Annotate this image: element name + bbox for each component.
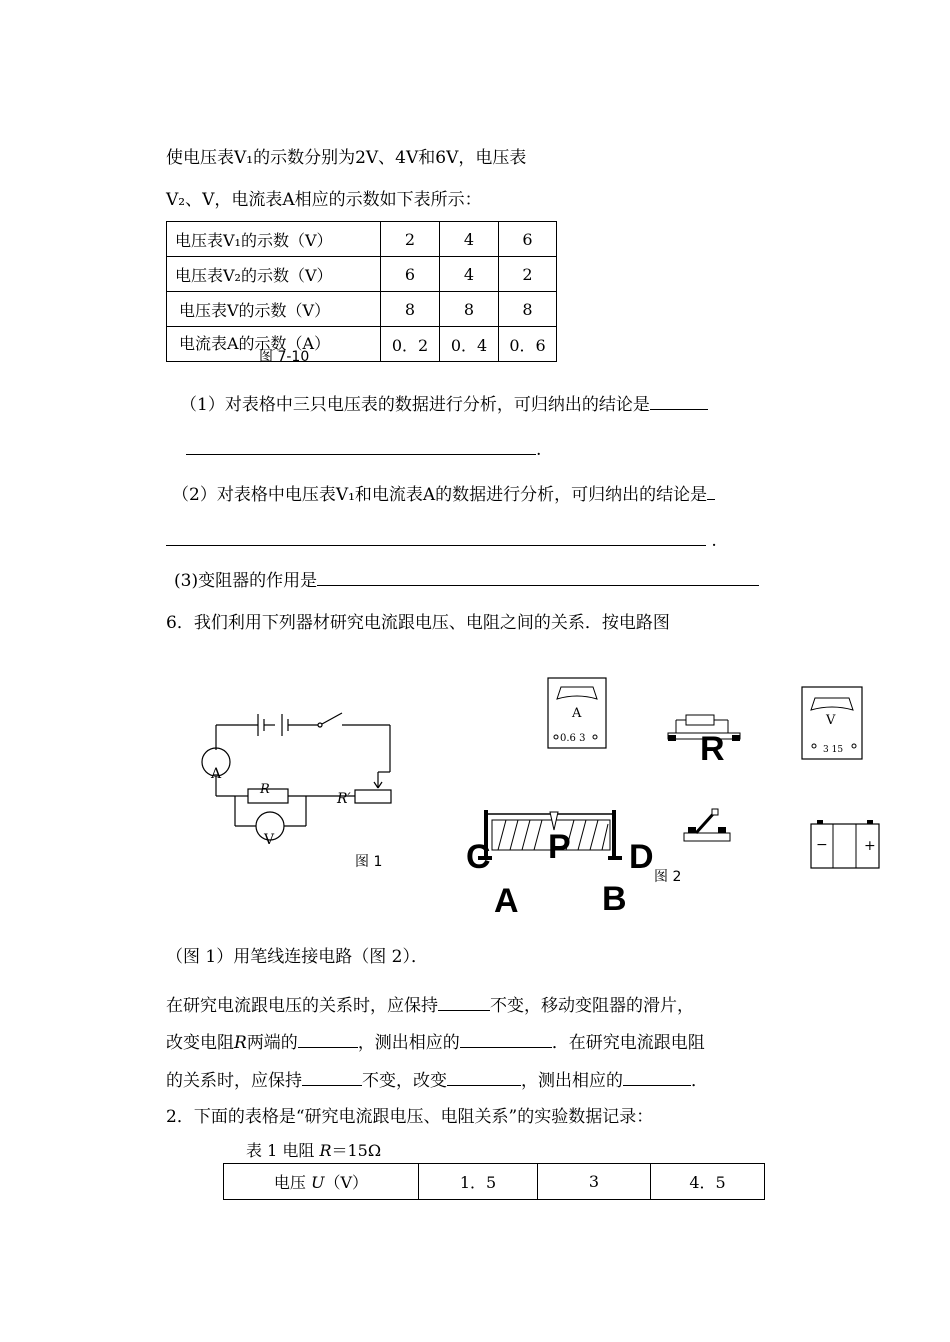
terminal-b-label: B	[602, 880, 627, 918]
voltmeter-label: V	[264, 832, 275, 848]
table-row-label: 电压表V的示数（V）	[167, 292, 381, 327]
voltmeter-icon	[801, 686, 863, 760]
answer-blank[interactable]	[166, 527, 706, 546]
resistance-symbol: R	[319, 1141, 332, 1160]
para-text: ．	[691, 1071, 708, 1091]
table-row-label: 电流表A的示数（A）	[167, 327, 381, 362]
intro-line-2: V₂、V，电流表A相应的示数如下表所示：	[166, 190, 482, 210]
table-cell: 4	[440, 257, 499, 292]
answer-blank[interactable]	[460, 1029, 552, 1048]
table-cell: 8	[381, 292, 440, 327]
question-2-text: （2）对表格中电压表V₁和电流表A的数据进行分析，可归纳出的结论是	[172, 485, 708, 505]
ammeter-scale: 0.6 3	[560, 733, 586, 744]
table-cell: 2	[499, 257, 557, 292]
voltmeter-label: V	[826, 713, 836, 728]
para-text: ，测出相应的	[357, 1033, 460, 1053]
circuit-diagram	[190, 700, 410, 855]
question-1-text: （1）对表格中三只电压表的数据进行分析，可归纳出的结论是	[180, 395, 650, 415]
data-table-2	[223, 1163, 765, 1200]
table-row-label: 电压表V₂的示数（V）	[167, 257, 381, 292]
answer-blank[interactable]	[707, 481, 715, 500]
figure-1-caption: 图 1	[355, 854, 383, 870]
question-6: 6．我们利用下列器材研究电流跟电压、电阻之间的关系．按电路图	[166, 613, 670, 633]
question-3	[174, 566, 759, 591]
answer-blank[interactable]	[317, 567, 759, 586]
table-caption: 图 7-10	[259, 349, 310, 365]
para-line-1	[166, 991, 694, 1016]
caption-text: ＝15Ω	[331, 1141, 382, 1160]
table-cell: 4	[440, 222, 499, 257]
para-text: 改变电阻	[166, 1033, 234, 1053]
battery-icon	[809, 818, 881, 870]
switch-icon	[682, 807, 734, 845]
question-3-text: (3)变阻器的作用是	[174, 571, 318, 591]
question-1	[180, 390, 708, 415]
ammeter-icon	[547, 677, 607, 749]
table-cell: 8	[499, 292, 557, 327]
table-cell: 8	[440, 292, 499, 327]
answer-blank[interactable]	[186, 436, 536, 455]
ammeter-label: A	[572, 706, 582, 721]
label-text: 电压	[273, 1173, 312, 1192]
table-cell: 6	[499, 222, 557, 257]
answer-blank[interactable]	[447, 1067, 521, 1086]
battery-minus: −	[816, 837, 828, 853]
ammeter-label: A	[211, 766, 222, 782]
table-cell: 0．6	[499, 327, 557, 362]
para-line-2	[166, 1028, 705, 1053]
battery-plus: +	[864, 838, 876, 854]
intro-line-1: 使电压表V₁的示数分别为2V、4V和6V，电压表	[166, 148, 527, 168]
terminal-c-label: C	[466, 838, 491, 876]
resistor-letter: R	[700, 730, 725, 768]
table-cell: 2	[381, 222, 440, 257]
terminal-a-label: A	[494, 882, 519, 920]
table-row-label	[224, 1164, 419, 1200]
voltmeter-scale: 3 15	[823, 745, 844, 755]
table-cell: 4．5	[651, 1164, 765, 1200]
terminal-d-label: D	[629, 838, 654, 876]
para-text: ．在研究电流跟电阻	[551, 1033, 705, 1053]
label-text: （V）	[324, 1173, 369, 1192]
question-2	[172, 480, 715, 505]
answer-blank[interactable]	[302, 1067, 362, 1086]
answer-blank[interactable]	[298, 1029, 358, 1048]
para-text: ，测出相应的	[521, 1071, 623, 1091]
figure-2-caption: 图 2	[654, 869, 682, 885]
answer-blank[interactable]	[438, 992, 490, 1011]
question-1-blank-line: .	[186, 436, 541, 460]
table-cell: 3	[538, 1164, 651, 1200]
resistance-symbol: R	[234, 1033, 247, 1053]
slider-p-label: P	[548, 828, 571, 866]
caption-text: 表 1 电阻	[246, 1141, 320, 1160]
voltage-current-table	[166, 221, 557, 362]
table-cell: 0．2	[381, 327, 440, 362]
instruction: （图 1）用笔线连接电路（图 2）．	[166, 947, 428, 967]
para-text: 在研究电流跟电压的关系时，应保持	[166, 996, 438, 1016]
table-cell: 1．5	[419, 1164, 538, 1200]
question-2b: 2．下面的表格是“研究电流跟电压、电阻关系”的实验数据记录：	[166, 1107, 654, 1127]
para-text: 两端的	[246, 1033, 298, 1053]
table-cell: 0．4	[440, 327, 499, 362]
answer-blank[interactable]	[650, 391, 708, 410]
para-text: 不变，改变	[362, 1071, 447, 1091]
table-2-caption	[246, 1138, 381, 1161]
rheostat-label: R′	[337, 791, 351, 807]
para-text: 的关系时，应保持	[166, 1071, 302, 1091]
para-line-3	[166, 1066, 708, 1091]
question-2-blank-line: .	[166, 527, 717, 551]
para-text: 不变，移动变阻器的滑片，	[490, 996, 694, 1016]
table-row-label: 电压表V₁的示数（V）	[167, 222, 381, 257]
answer-blank[interactable]	[623, 1067, 691, 1086]
voltage-symbol: U	[311, 1173, 325, 1192]
table-cell: 6	[381, 257, 440, 292]
resistor-label: R	[260, 782, 270, 797]
